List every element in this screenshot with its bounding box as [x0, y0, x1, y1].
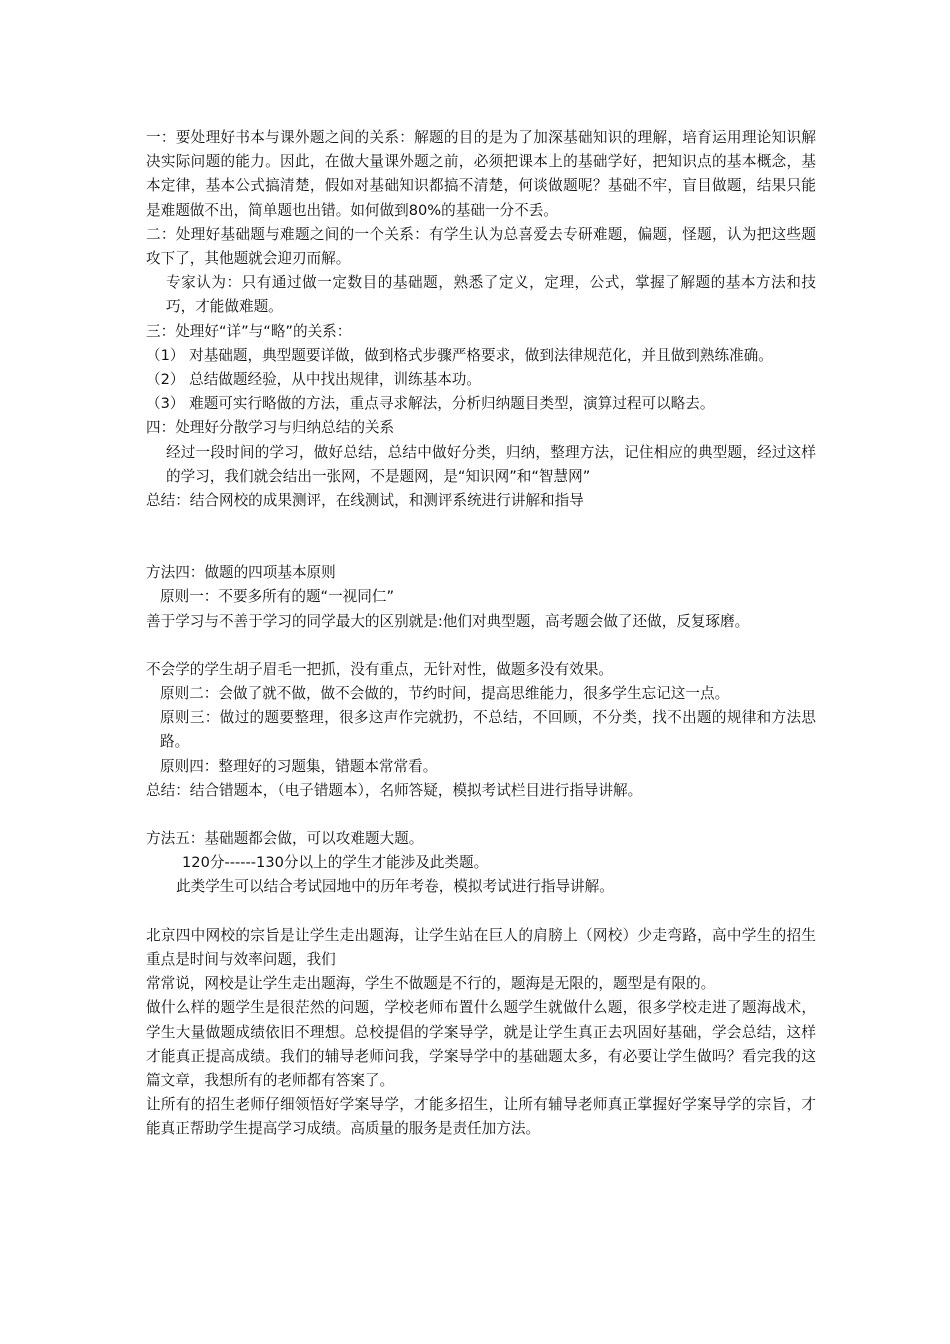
paragraph-guided-learning: 做什么样的题学生是很茫然的问题，学校老师布置什么题学生就做什么题，很多学校走进了题海战术，学生大量做题成绩依旧不理想。总校提倡的学案导学，就是让学生真正去巩固好基础，学会总结，这样才能真正提高成绩。我们的辅导老师问我，学案导学中的基础题太多，有必要让学生做吗？看完我的这篇文章，我想所有的老师都有答案了。: [146, 999, 816, 1089]
list-item-3: （3） 难题可实行略做的方法，重点寻求解法，分析归纳题目类型，演算过程可以略去。: [146, 395, 715, 413]
paragraph-summary-1: 总结：结合网校的成果测评，在线测试，和测评系统进行讲解和指导: [146, 492, 584, 510]
paragraph-knowledge-net: 经过一段时间的学习，做好总结，总结中做好分类，归纳，整理方法，记住相应的典型题，经过这样的学习，我们就会结出一张网，不是题网，是“知识网”和“智慧网”: [166, 443, 816, 485]
list-item-2: （2） 总结做题经验，从中找出规律，训练基本功。: [146, 371, 481, 389]
exam-guidance-line: 此类学生可以结合考试园地中的历年考卷，模拟考试进行指导讲解。: [176, 878, 614, 896]
heading-summarize: 四：处理好分散学习与归纳总结的关系: [146, 419, 395, 437]
principle-three: 原则三：做过的题要整理，很多这声作完就扔，不总结，不回顾，不分类，找不出题的规律和方法思路。: [160, 709, 816, 751]
score-range-line: 120分------130分以上的学生才能涉及此类题。: [182, 854, 489, 872]
paragraph-basic-vs-hard: 二：处理好基础题与难题之间的一个关系：有学生认为总喜爱去专研难题，偏题，怪题，认为把这些题攻下了，其他题就会迎刃而解。: [146, 225, 816, 268]
paragraph-question-sea: 常常说，网校是让学生走出题海，学生不做题是不行的，题海是无限的，题型是有限的。: [146, 975, 716, 993]
paragraph-teachers: 让所有的招生老师仔细领悟好学案导学，才能多招生，让所有辅导老师真正掌握好学案导学的宗旨，才能真正帮助学生提高学习成绩。高质量的服务是责任加方法。: [146, 1096, 816, 1138]
document-page: [146, 126, 816, 1142]
principle-one-text: 善于学习与不善于学习的同学最大的区别就是:他们对典型题，高考题会做了还做，反复琢磨。: [146, 612, 750, 630]
principle-four: 原则四：整理好的习题集，错题本常常看。: [160, 757, 438, 775]
paragraph-textbook-vs-exercises: 一：要处理好书本与课外题之间的关系：解题的目的是为了加深基础知识的理解，培育运用理论知识解决实际问题的能力。因此，在做大量课外题之前，必须把课本上的基础学好，把知识点的基本概念，基本定律，基本公式搞清楚，假如对基础知识都搞不清楚，何谈做题呢？基础不牢，盲目做题，结果只能是难题做不出，简单题也出错。如何做到80%的基础一分不丢。: [146, 129, 816, 219]
paragraph-expert-opinion: 专家认为：只有通过做一定数目的基础题，熟悉了定义，定理，公式，掌握了解题的基本方法和技巧，才能做难题。: [166, 274, 816, 316]
principle-two: 原则二：会做了就不做，做不会做的，节约时间，提高思维能力，很多学生忘记这一点。: [160, 685, 730, 703]
heading-method-five: 方法五：基础题都会做，可以攻难题大题。: [146, 830, 424, 848]
heading-detail-vs-brief: 三：处理好“详”与“略”的关系：: [146, 322, 352, 340]
paragraph-summary-2: 总结：结合错题本，（电子错题本），名师答疑，模拟考试栏目进行指导讲解。: [146, 781, 643, 799]
heading-method-four: 方法四：做题的四项基本原则: [146, 564, 336, 582]
principle-one: 原则一：不要多所有的题“一视同仁”: [160, 588, 395, 606]
principle-one-text-2: 不会学的学生胡子眉毛一把抓，没有重点，无针对性，做题多没有效果。: [146, 660, 614, 678]
list-item-1: （1） 对基础题，典型题要详做，做到格式步骤严格要求，做到法律规范化，并且做到熟练准确。: [146, 346, 773, 364]
paragraph-school-mission: 北京四中网校的宗旨是让学生走出题海，让学生站在巨人的肩膀上（网校）少走弯路，高中学生的招生重点是时间与效率问题，我们: [146, 926, 816, 968]
